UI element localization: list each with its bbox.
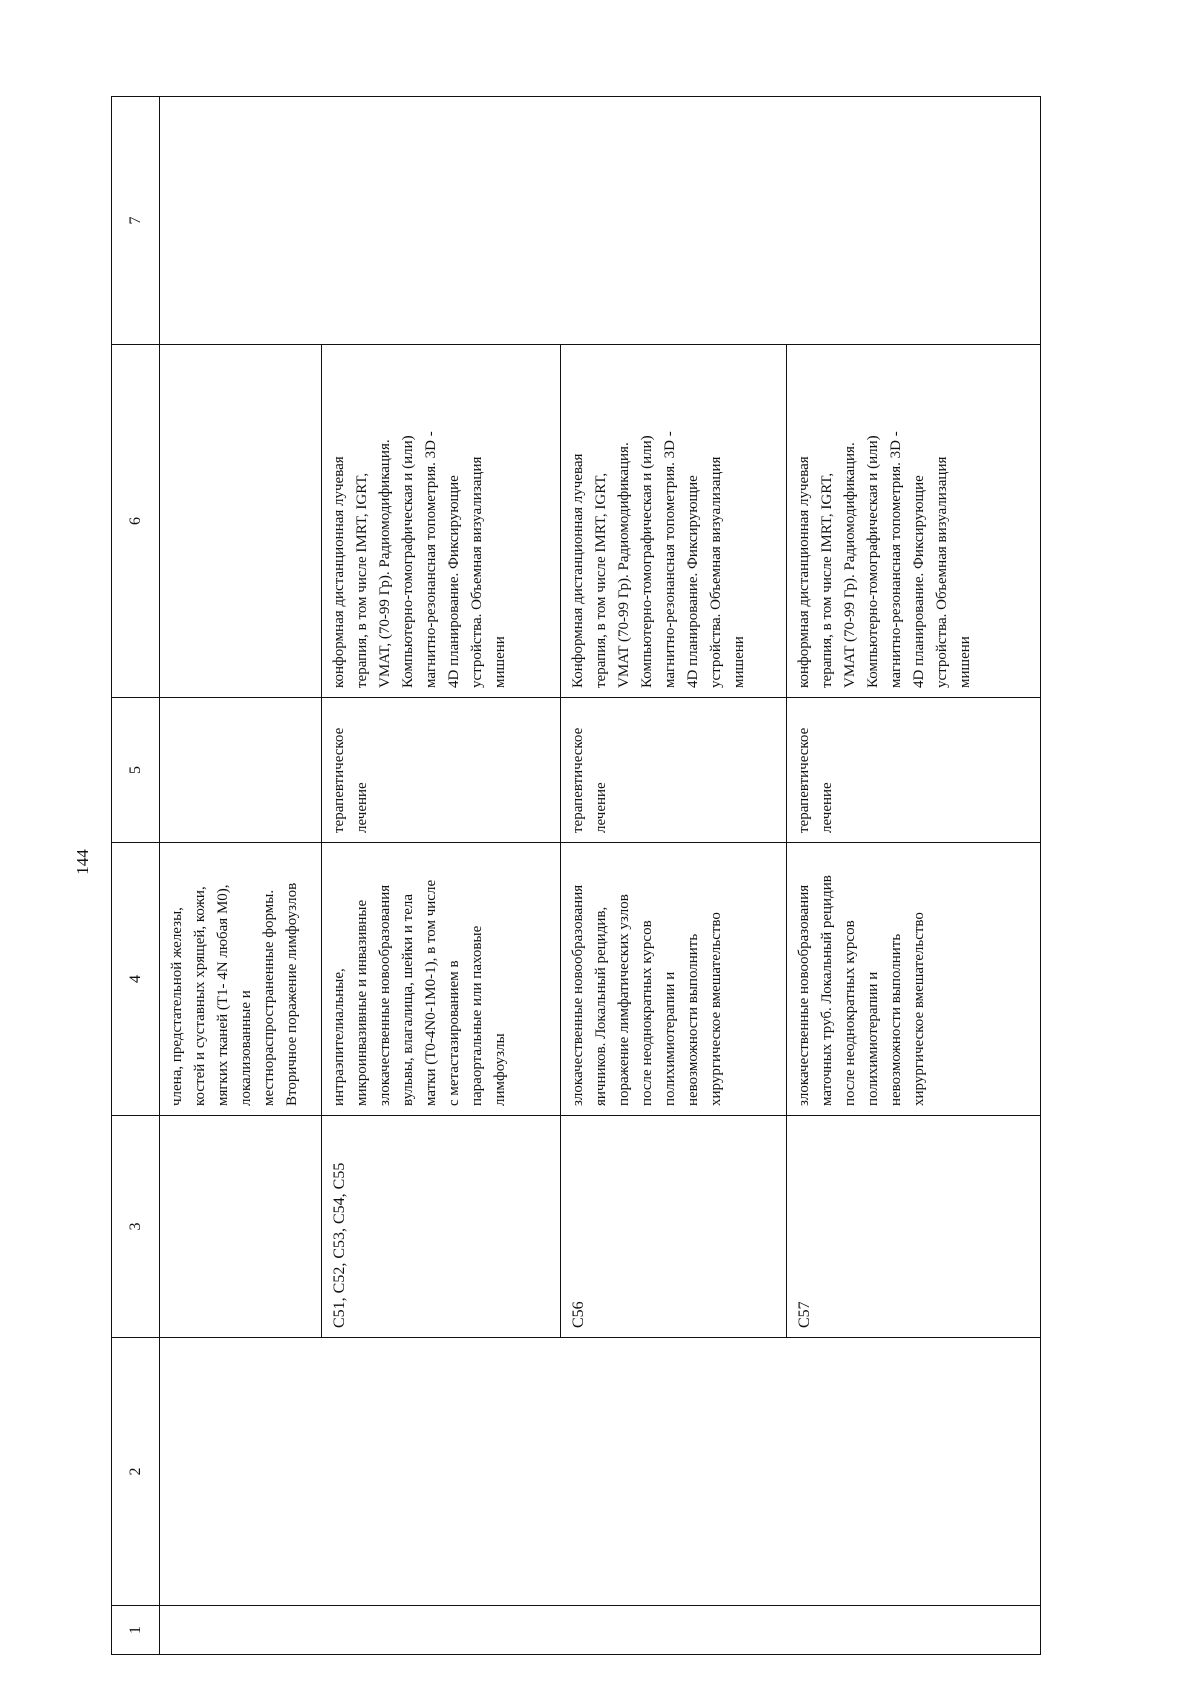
cell-col-2 <box>160 1338 1041 1606</box>
header-col-4: 4 <box>112 843 160 1116</box>
cell-code: С51, С52, С53, С54, С55 <box>322 1116 561 1338</box>
cell-code: С57 <box>787 1116 1041 1338</box>
procedures-table <box>111 96 1041 1655</box>
header-col-5: 5 <box>112 698 160 843</box>
cell-treatment-type: терапевтическое лечение <box>322 698 561 843</box>
cell-code <box>160 1116 322 1338</box>
page-number: 144 <box>73 849 92 875</box>
table-row <box>160 97 322 1655</box>
cell-method: конформная дистанционная лучевая терапия, в том числе IMRT, IGRT, VMAT, (70-99 Гр). Радиомодификация. Компьютерно-томографическая и (или) магнитно-резонансная топометрия. 3D - 4D планирование. Фиксирующие устройства. Объемная визуализация мишени <box>322 345 561 698</box>
cell-code: С56 <box>561 1116 787 1338</box>
header-col-3: 3 <box>112 1116 160 1338</box>
header-col-2: 2 <box>112 1338 160 1606</box>
cell-treatment-type <box>160 698 322 843</box>
header-col-7: 7 <box>112 97 160 345</box>
cell-col-1 <box>160 1606 1041 1655</box>
table-header-row <box>112 97 160 1655</box>
procedures-table-frame <box>111 97 1040 1655</box>
cell-diagnosis: интраэпителиальные, микроинвазивные и инвазивные злокачественные новообразования вульвы, влагалища, шейки и тела матки (Т0-4N0-1М0-1), в том числе с метастазированием в параортальные или паховые лимфоузлы <box>322 843 561 1116</box>
cell-method <box>160 345 322 698</box>
cell-col-7 <box>160 97 1041 345</box>
cell-method: конформная дистанционная лучевая терапия, в том числе IMRT, IGRT, VMAT (70-99 Гр). Радиомодификация. Компьютерно-томографическая и (или) магнитно-резонансная топометрия. 3D - 4D планирование. Фиксирующие устройства. Объемная визуализация мишени <box>787 345 1041 698</box>
header-col-6: 6 <box>112 345 160 698</box>
header-col-1: 1 <box>112 1606 160 1655</box>
cell-diagnosis: злокачественные новообразования маточных труб. Локальный рецидив после неоднократных курсов полихимиотерапии и невозможности выполнить хирургическое вмешательство <box>787 843 1041 1116</box>
rotated-table-wrapper <box>111 97 1040 1655</box>
cell-treatment-type: терапевтическое лечение <box>787 698 1041 843</box>
cell-treatment-type: терапевтическое лечение <box>561 698 787 843</box>
cell-method: Конформная дистанционная лучевая терапия, в том числе IMRT, IGRT, VMAT (70-99 Гр). Радиомодификация. Компьютерно-томографическая и (или) магнитно-резонансная топометрия. 3D - 4D планирование. Фиксирующие устройства. Объемная визуализация мишени <box>561 345 787 698</box>
cell-diagnosis: злокачественные новообразования яичников. Локальный рецидив, поражение лимфатических узлов после неоднократных курсов полихимиотерапии и невозможности выполнить хирургическое вмешательство <box>561 843 787 1116</box>
cell-diagnosis: члена, предстательной железы, костей и суставных хрящей, кожи, мягких тканей (Т1- 4N любая М0), локализованные и местнораспространенные формы. Вторичное поражение лимфоузлов <box>160 843 322 1116</box>
